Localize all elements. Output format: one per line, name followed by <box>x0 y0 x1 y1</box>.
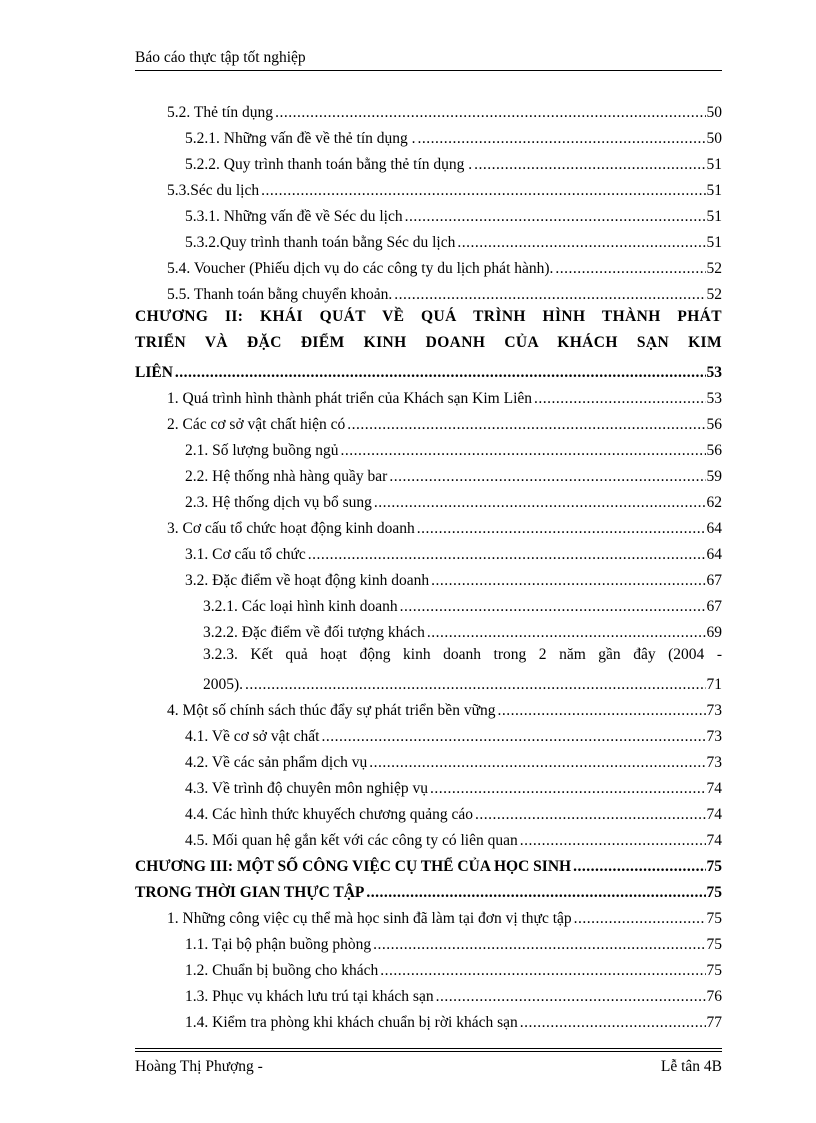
toc-leader-dots <box>369 754 705 772</box>
toc-leader-dots <box>574 910 706 928</box>
toc-leader-dots <box>520 1014 706 1032</box>
toc-page-number: 51 <box>706 234 722 251</box>
toc-entry[interactable] <box>135 486 722 512</box>
toc-entry[interactable] <box>135 278 722 304</box>
page-footer <box>135 1048 722 1076</box>
toc-page-number: 59 <box>706 468 722 485</box>
toc-page-number: 51 <box>706 182 722 199</box>
toc-entry-text: 2.3. Hệ thống dịch vụ bổ sung <box>185 494 372 511</box>
chapter-heading-line[interactable]: CHƯƠNG II: KHÁI QUÁT VỀ QUÁ TRÌNH HÌNH THÀNH PHÁT <box>135 308 722 325</box>
toc-entry[interactable] <box>135 512 722 538</box>
toc-entry-text: 2005). <box>203 676 244 693</box>
footer-rule <box>135 1051 722 1052</box>
toc-page-number: 69 <box>706 624 722 641</box>
toc-entry-text: 1.3. Phục vụ khách lưu trú tại khách sạn <box>185 988 434 1005</box>
toc-entry[interactable] <box>135 538 722 564</box>
toc-page-number: 76 <box>706 988 722 1005</box>
toc-leader-dots <box>341 442 706 460</box>
toc-entry-text: 1.4. Kiểm tra phòng khi khách chuẩn bị rời khách sạn <box>185 1014 518 1031</box>
toc-leader-dots <box>245 676 705 694</box>
toc-leader-dots <box>573 858 705 876</box>
toc-entry[interactable] <box>135 720 722 746</box>
toc-leader-dots <box>400 598 706 616</box>
toc-leader-dots <box>347 416 705 434</box>
toc-leader-dots <box>430 780 706 798</box>
toc-entry[interactable] <box>135 902 722 928</box>
toc-entry-text: 3.2.1. Các loại hình kinh doanh <box>203 598 398 615</box>
toc-leader-dots <box>394 286 705 304</box>
toc-page-number: 67 <box>706 572 722 589</box>
toc-leader-dots <box>457 234 705 252</box>
toc-page-number: 52 <box>706 286 722 303</box>
chapter-heading-line[interactable]: TRIỂN VÀ ĐẶC ĐIỂM KINH DOANH CỦA KHÁCH SẠN KIM <box>135 334 722 351</box>
header-title: Báo cáo thực tập tốt nghiệp <box>135 49 306 66</box>
toc-entry[interactable] <box>135 668 722 694</box>
toc-leader-dots <box>475 806 706 824</box>
toc-leader-dots <box>308 546 706 564</box>
toc-page-number: 56 <box>706 442 722 459</box>
toc-entry[interactable] <box>135 408 722 434</box>
toc-leader-dots <box>389 468 705 486</box>
toc-page-number: 52 <box>706 260 722 277</box>
footer-author: Hoàng Thị Phượng - <box>135 1058 263 1075</box>
toc-leader-dots <box>431 572 705 590</box>
toc-entry-text: 4. Một số chính sách thúc đẩy sự phát triển bền vững <box>167 702 496 719</box>
toc-entry-text: TRONG THỜI GIAN THỰC TẬP <box>135 884 365 901</box>
toc-entry-text: 4.4. Các hình thức khuyếch chương quảng cáo <box>185 806 473 823</box>
toc-page-number: 51 <box>706 208 722 225</box>
toc-leader-dots <box>418 130 706 148</box>
toc-entry-text: 1. Những công việc cụ thể mà học sinh đã làm tại đơn vị thực tập <box>167 910 572 927</box>
toc-leader-dots <box>427 624 706 642</box>
toc-page-number: 74 <box>706 832 722 849</box>
toc-page-number: 74 <box>706 806 722 823</box>
table-of-contents <box>135 96 722 1032</box>
toc-entry-text: LIÊN <box>135 364 173 381</box>
toc-page-number: 53 <box>706 390 722 407</box>
toc-entry[interactable] <box>135 174 722 200</box>
toc-entry-text: 5.3.1. Những vấn đề về Séc du lịch <box>185 208 403 225</box>
toc-entry-text: 1.2. Chuẩn bị buồng cho khách <box>185 962 379 979</box>
toc-entry[interactable] <box>135 928 722 954</box>
toc-chapter-entry[interactable] <box>135 850 722 876</box>
toc-entry[interactable] <box>135 980 722 1006</box>
toc-leader-dots <box>321 728 705 746</box>
toc-chapter-entry[interactable] <box>135 876 722 902</box>
toc-entry-text: CHƯƠNG III: MỘT SỐ CÔNG VIỆC CỤ THỂ CỦA HỌC SINH <box>135 858 572 875</box>
toc-page-number: 53 <box>706 364 722 381</box>
toc-chapter-entry[interactable] <box>135 356 722 382</box>
toc-page-number: 62 <box>706 494 722 511</box>
toc-entry-text: 1. Quá trình hình thành phát triển của Khách sạn Kim Liên <box>167 390 533 407</box>
toc-entry[interactable] <box>135 122 722 148</box>
toc-entry-text: 3.1. Cơ cấu tổ chức <box>185 546 306 563</box>
toc-entry[interactable] <box>135 226 722 252</box>
toc-page-number: 73 <box>706 702 722 719</box>
toc-entry-text: 3. Cơ cấu tổ chức hoạt động kinh doanh <box>167 520 415 537</box>
toc-leader-dots <box>175 364 706 382</box>
toc-entry-text: 4.3. Về trình độ chuyên môn nghiệp vụ <box>185 780 428 797</box>
toc-page-number: 75 <box>706 962 722 979</box>
toc-entry[interactable] <box>135 824 722 850</box>
toc-entry[interactable] <box>135 252 722 278</box>
toc-entry-text: 2. Các cơ sở vật chất hiện có <box>167 416 346 433</box>
toc-entry[interactable] <box>135 382 722 408</box>
toc-entry-text: 2.1. Số lượng buồng ngủ <box>185 442 339 459</box>
toc-page-number: 56 <box>706 416 722 433</box>
toc-entry[interactable] <box>135 616 722 642</box>
page-header <box>135 49 722 71</box>
toc-entry-text: 2.2. Hệ thống nhà hàng quầy bar <box>185 468 388 485</box>
toc-entry-text: 5.2.2. Quy trình thanh toán bằng thẻ tín dụng . <box>185 156 473 173</box>
toc-entry-text: 4.2. Về các sản phẩm dịch vụ <box>185 754 368 771</box>
toc-page-number: 75 <box>706 910 722 927</box>
toc-page-number: 64 <box>706 520 722 537</box>
toc-leader-dots <box>555 260 705 278</box>
toc-entry-text: 3.2. Đặc điểm về hoạt động kinh doanh <box>185 572 430 589</box>
toc-entry[interactable] <box>135 148 722 174</box>
toc-entry[interactable] <box>135 954 722 980</box>
toc-page-number: 73 <box>706 728 722 745</box>
toc-page-number: 75 <box>706 884 722 901</box>
toc-entry[interactable] <box>135 772 722 798</box>
toc-leader-dots <box>405 208 706 226</box>
toc-entry[interactable] <box>135 746 722 772</box>
toc-leader-dots <box>520 832 706 850</box>
toc-entry[interactable] <box>135 96 722 122</box>
toc-page-number: 67 <box>706 598 722 615</box>
toc-leader-dots <box>417 520 706 538</box>
toc-page-number: 74 <box>706 780 722 797</box>
toc-entry[interactable] <box>135 590 722 616</box>
toc-page-number: 64 <box>706 546 722 563</box>
toc-entry-text: 4.5. Mối quan hệ gắn kết với các công ty có liên quan <box>185 832 518 849</box>
toc-leader-dots <box>366 884 705 902</box>
toc-page-number: 77 <box>706 1014 722 1031</box>
toc-page-number: 51 <box>706 156 722 173</box>
toc-entry-text: 5.4. Voucher (Phiếu dịch vụ do các công ty du lịch phát hành). <box>167 260 554 277</box>
toc-entry[interactable] <box>135 200 722 226</box>
footer-class: Lễ tân 4B <box>660 1058 722 1075</box>
footer-rule <box>135 1048 722 1049</box>
toc-leader-dots <box>275 104 705 122</box>
toc-entry-text: 5.3.Séc du lịch <box>167 182 260 199</box>
toc-leader-dots <box>474 156 705 174</box>
toc-entry-text: 5.3.2.Quy trình thanh toán bằng Séc du lịch <box>185 234 456 251</box>
toc-leader-dots <box>380 962 705 980</box>
toc-entry-text: 5.2. Thẻ tín dụng <box>167 104 274 121</box>
toc-entry[interactable] <box>135 564 722 590</box>
toc-entry-text: 1.1. Tại bộ phận buồng phòng <box>185 936 372 953</box>
toc-page-number: 75 <box>706 858 722 875</box>
toc-leader-dots <box>374 494 706 512</box>
toc-leader-dots <box>497 702 705 720</box>
toc-leader-dots <box>373 936 705 954</box>
toc-entry-text: 5.5. Thanh toán bằng chuyển khoản. <box>167 286 393 303</box>
toc-page-number: 50 <box>706 104 722 121</box>
toc-entry-wrapped-line[interactable]: 3.2.3. Kết quả hoạt động kinh doanh trong 2 năm gần đây (2004 - <box>203 646 722 663</box>
toc-entry[interactable] <box>135 460 722 486</box>
toc-leader-dots <box>261 182 705 200</box>
toc-entry[interactable] <box>135 434 722 460</box>
toc-page-number: 50 <box>706 130 722 147</box>
toc-entry-text: 5.2.1. Những vấn đề về thẻ tín dụng . <box>185 130 416 147</box>
toc-page-number: 75 <box>706 936 722 953</box>
toc-leader-dots <box>534 390 705 408</box>
toc-page-number: 71 <box>706 676 722 693</box>
toc-entry[interactable] <box>135 1006 722 1032</box>
toc-entry[interactable] <box>135 694 722 720</box>
toc-page-number: 73 <box>706 754 722 771</box>
toc-entry-text: 4.1. Về cơ sở vật chất <box>185 728 320 745</box>
toc-leader-dots <box>436 988 706 1006</box>
toc-entry[interactable] <box>135 798 722 824</box>
toc-entry-text: 3.2.2. Đặc điểm về đối tượng khách <box>203 624 425 641</box>
